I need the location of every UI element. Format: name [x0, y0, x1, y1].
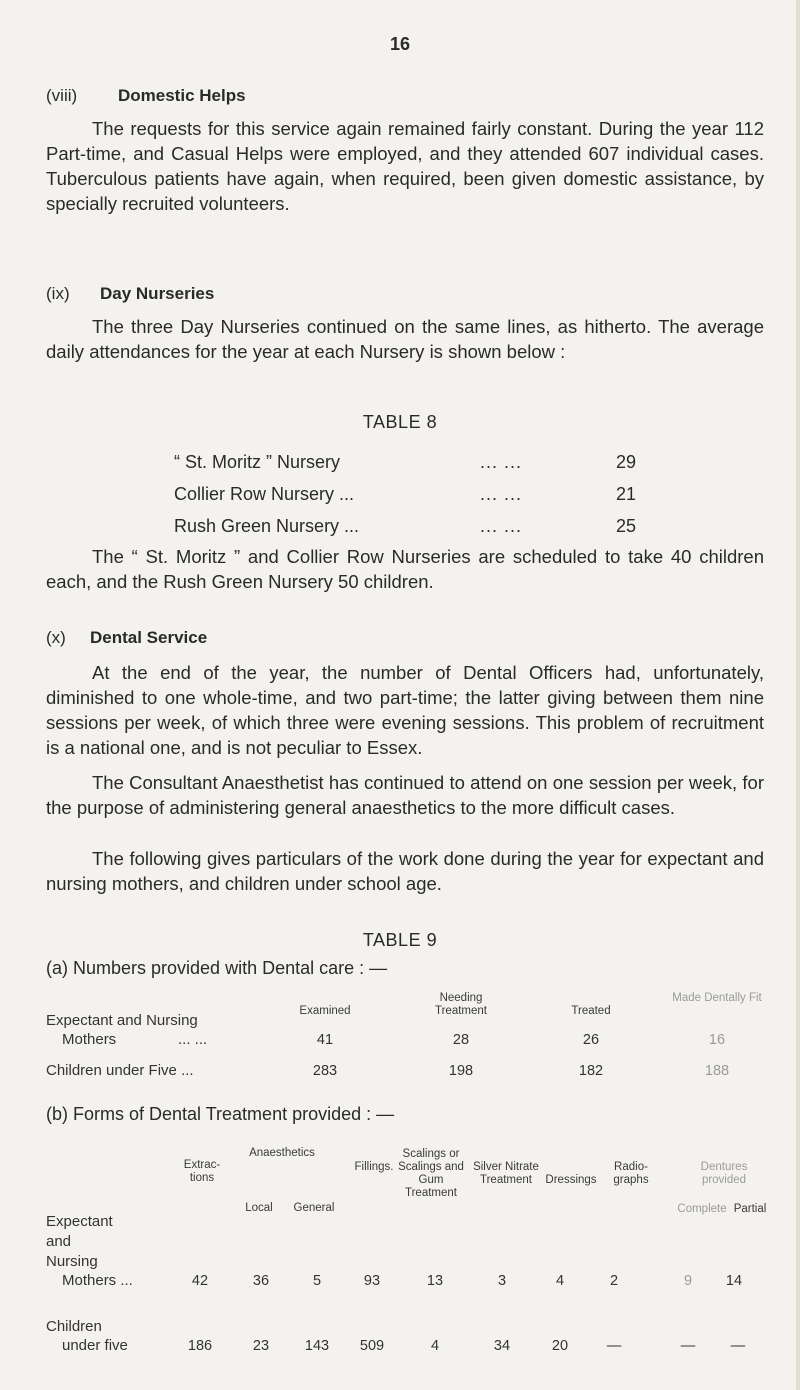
cell-fillings: 93 [363, 1273, 381, 1289]
cell-dentures-complete: — [680, 1338, 696, 1354]
cell-treated: 182 [578, 1063, 604, 1079]
header-dressings: Dressings [545, 1174, 597, 1186]
section-title-day-nurseries: Day Nurseries [100, 284, 215, 303]
section-title-domestic-helps: Domestic Helps [118, 86, 246, 105]
header-extractions: Extrac- tions [183, 1159, 221, 1184]
section-number-viii: (viii) [46, 86, 78, 105]
cell-made-dentally-fit: 188 [704, 1063, 730, 1079]
header-dentures-provided: Dentures provided [700, 1161, 748, 1186]
header-general: General [293, 1202, 335, 1214]
cell-treated: 26 [582, 1032, 600, 1048]
header-fillings: Fillings. [354, 1161, 394, 1173]
cell-dentures-complete: 9 [683, 1273, 693, 1289]
table-8-title: TABLE 8 [362, 412, 438, 432]
header-needing-treatment: Needing Treatment [435, 992, 487, 1017]
cell-fillings: 509 [359, 1338, 385, 1354]
row-label-children-under-five: Children under Five ... [46, 1062, 194, 1079]
header-treated: Treated [571, 1005, 611, 1017]
cell-dentures-partial: 14 [725, 1273, 743, 1289]
row-label-line: Nursing [46, 1253, 98, 1270]
day-nurseries-paragraph: The three Day Nurseries continued on the same lines, as hitherto. The average daily attendances for the year at each Nursery is shown below : [46, 316, 764, 362]
header-anaesthetics: Anaesthetics [249, 1147, 315, 1159]
page-edge-shadow [796, 0, 800, 1390]
header-made-dentally-fit: Made Dentally Fit [672, 992, 762, 1004]
page-number: 16 [389, 34, 411, 54]
cell-dressings: 20 [551, 1338, 569, 1354]
cell-extractions: 186 [187, 1338, 213, 1354]
row-label-line: Children [46, 1318, 102, 1335]
table-9a-caption: (a) Numbers provided with Dental care : — [46, 958, 388, 978]
cell-dressings: 4 [555, 1273, 565, 1289]
dental-paragraph-1: At the end of the year, the number of Dental Officers had, unfortunately, diminished to one whole-time, and two part-time; the latter giving between them nine sessions per week, of which three were evening sessions. This problem of recruitment is a national one, and is not peculiar to Essex. [46, 662, 764, 758]
row-label-expectant: Expectant and Nursing [46, 1012, 198, 1029]
section-title-dental-service: Dental Service [90, 628, 208, 647]
cell-general: 5 [312, 1273, 322, 1289]
cell-examined: 283 [312, 1063, 338, 1079]
header-partial: Partial [733, 1203, 767, 1215]
leader-dots: ... ... [178, 1031, 208, 1048]
header-radiographs: Radio- graphs [613, 1161, 649, 1186]
table-9-title: TABLE 9 [362, 930, 438, 950]
nursery-name: Rush Green Nursery ... [174, 516, 360, 536]
leader-dots: ... ... [480, 452, 523, 472]
cell-needing-treatment: 198 [448, 1063, 474, 1079]
nursery-name: Collier Row Nursery ... [174, 484, 355, 504]
section-number-x: (x) [46, 628, 66, 647]
cell-scalings: 4 [430, 1338, 440, 1354]
cell-scalings: 13 [426, 1273, 444, 1289]
table-9b-caption: (b) Forms of Dental Treatment provided : — [46, 1104, 395, 1124]
header-silver-nitrate: Silver Nitrate Treatment [473, 1161, 539, 1186]
attendance-value: 21 [615, 484, 636, 504]
cell-general: 143 [304, 1338, 330, 1354]
header-local: Local [245, 1202, 273, 1214]
cell-examined: 41 [316, 1032, 334, 1048]
header-scalings: Scalings or Scalings and Gum Treatment [398, 1148, 464, 1199]
section-number-ix: (ix) [46, 284, 70, 303]
header-complete: Complete [677, 1203, 727, 1215]
nursery-name: “ St. Moritz ” Nursery [174, 452, 341, 472]
cell-local: 36 [252, 1273, 270, 1289]
dental-paragraph-2: The Consultant Anaesthetist has continued to attend on one session per week, for the purpose of administering general anaesthetics to the more difficult cases. [46, 772, 764, 818]
cell-needing-treatment: 28 [452, 1032, 470, 1048]
leader-dots: ... ... [480, 516, 523, 536]
cell-dentures-partial: — [730, 1338, 746, 1354]
dental-paragraph-3: The following gives particulars of the work done during the year for expectant and nursing mothers, and children under school age. [46, 848, 764, 894]
cell-local: 23 [252, 1338, 270, 1354]
cell-silver-nitrate: 3 [497, 1273, 507, 1289]
attendance-value: 25 [615, 516, 636, 536]
row-label-line: Mothers ... [62, 1272, 133, 1289]
cell-radiographs: 2 [609, 1273, 619, 1289]
attendance-value: 29 [615, 452, 636, 472]
row-label-mothers: Mothers [62, 1031, 117, 1048]
header-examined: Examined [299, 1005, 351, 1017]
cell-silver-nitrate: 34 [493, 1338, 511, 1354]
row-label-line: under five [62, 1337, 128, 1354]
leader-dots: ... ... [480, 484, 523, 504]
domestic-helps-paragraph: The requests for this service again remained fairly constant. During the year 112 Part-time, and Casual Helps were employed, and they attended 607 individual cases. Tuberculous patients have again, when required, been given domestic assistance, by specially recruited volunteers. [46, 118, 764, 214]
cell-made-dentally-fit: 16 [708, 1032, 726, 1048]
cell-radiographs: — [606, 1338, 622, 1354]
nurseries-capacity-paragraph: The “ St. Moritz ” and Collier Row Nurseries are scheduled to take 40 children each, and the Rush Green Nursery 50 children. [46, 546, 764, 592]
cell-extractions: 42 [191, 1273, 209, 1289]
row-label-line: and [46, 1233, 72, 1250]
row-label-line: Expectant [46, 1213, 113, 1230]
